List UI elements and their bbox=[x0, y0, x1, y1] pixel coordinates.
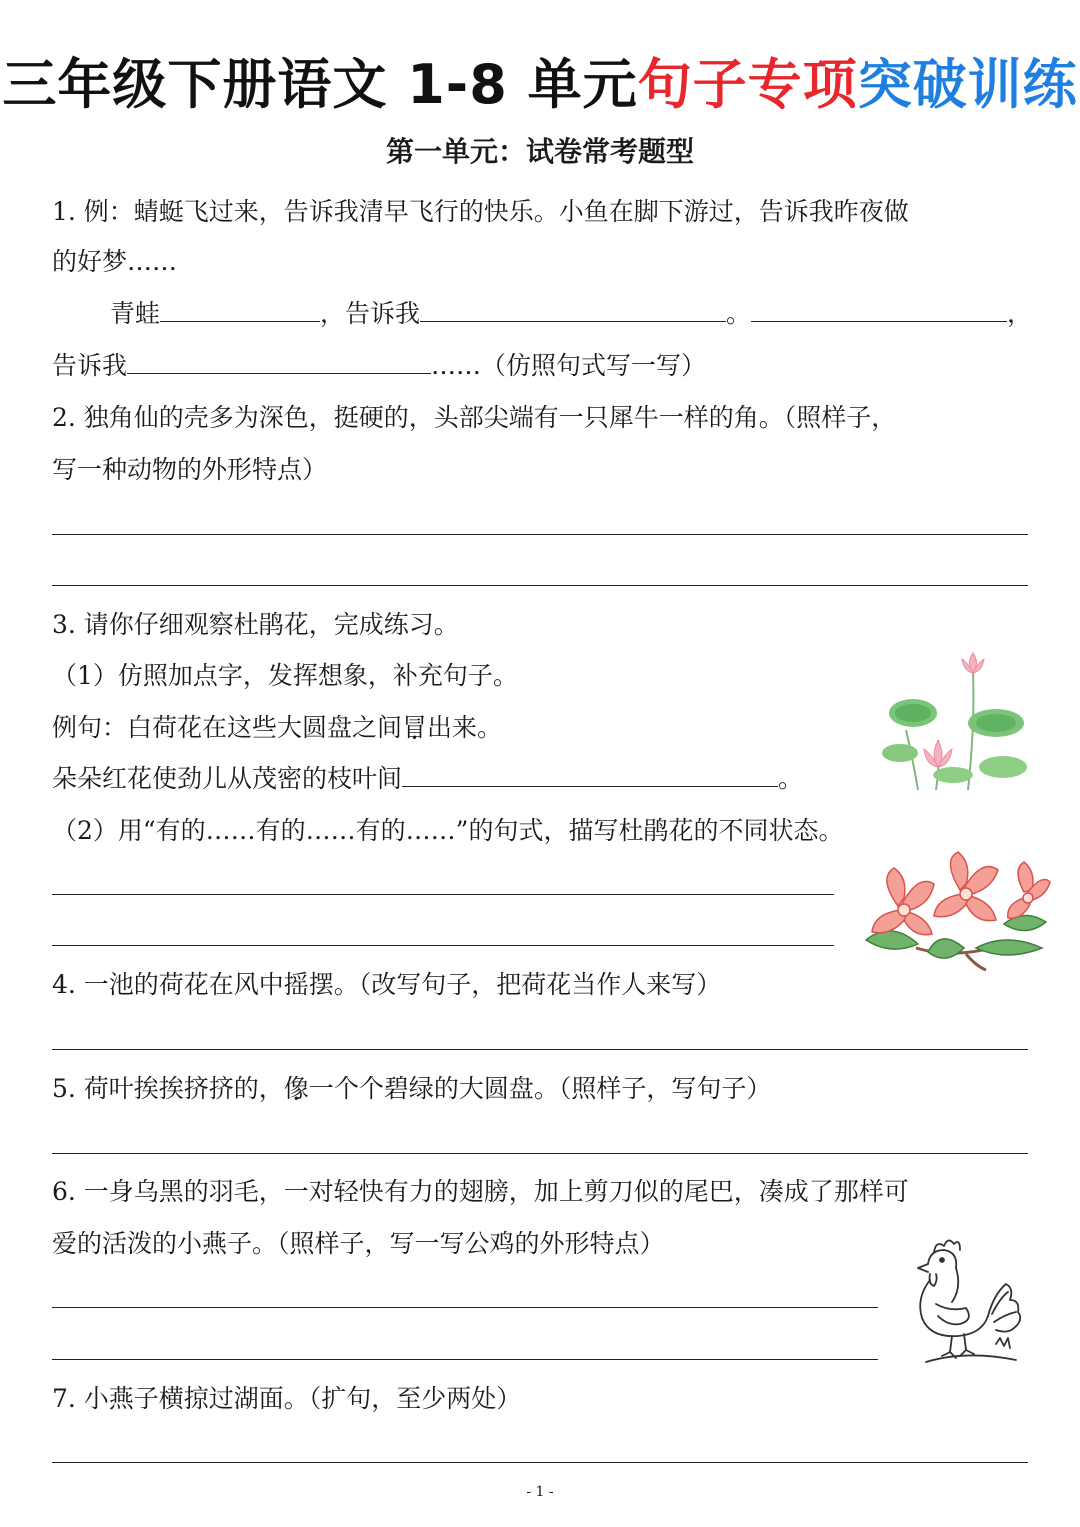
q1-blank-1[interactable] bbox=[160, 297, 320, 322]
q3-text-line1: 3. 请你仔细观察杜鹃花，完成练习。 bbox=[52, 610, 459, 639]
q1-text-line1: 1. 例：蜻蜓飞过来，告诉我清早飞行的快乐。小鱼在脚下游过，告诉我昨夜做 bbox=[52, 197, 909, 226]
q7-answer-line[interactable] bbox=[52, 1462, 1028, 1463]
q3-example bbox=[52, 710, 502, 746]
q3-blank-1[interactable] bbox=[402, 762, 778, 787]
q2-text-line1: 2. 独角仙的壳多为深色，挺硬的，头部尖端有一只犀牛一样的角。（照样子， bbox=[52, 403, 897, 432]
q6-text-line2: 爱的活泼的小燕子。（照样子，写一写公鸡的外形特点） bbox=[52, 1229, 665, 1258]
q1-blank-2[interactable] bbox=[420, 297, 726, 322]
title-part-1: 三年级下册语文 1-8 单元 bbox=[2, 53, 638, 116]
q1-fill-f: ……（仿照句式写一写） bbox=[431, 351, 707, 380]
azalea-illustration bbox=[856, 848, 1052, 972]
rooster-illustration bbox=[896, 1234, 1028, 1366]
q2-answer-line-1[interactable] bbox=[52, 534, 1028, 535]
q2-answer-line-2[interactable] bbox=[52, 585, 1028, 586]
q1-blank-4[interactable] bbox=[127, 349, 431, 374]
page-title bbox=[0, 52, 1080, 118]
q6-text-line1: 6. 一身乌黑的羽毛，一对轻快有力的翅膀，加上剪刀似的尾巴，凑成了那样可 bbox=[52, 1177, 909, 1206]
q1-text-line2: 的好梦…… bbox=[52, 247, 178, 276]
q5-part-b: 一个个碧绿的大圆盘。（照样子，写句子） bbox=[308, 1074, 772, 1103]
q7-text-line1: 7. 小燕子横掠过湖面。（扩句，至少两处） bbox=[52, 1384, 522, 1413]
q3-example-dotted-char: 冒 bbox=[402, 713, 428, 742]
q3-example-b: 出来。 bbox=[427, 713, 503, 742]
q5-part-a: 5. 荷叶挨挨挤挤的， bbox=[52, 1074, 284, 1103]
q3-fill-b: 。 bbox=[778, 764, 804, 793]
q4-text-line1: 4. 一池的荷花在风中摇摆。（改写句子，把荷花当作人来写） bbox=[52, 970, 722, 999]
q1-fill-b: ，告诉我 bbox=[320, 299, 421, 328]
q3-sub1: （1）仿照加点字，发挥想象，补充句子。 bbox=[52, 661, 518, 690]
lotus-illustration bbox=[878, 645, 1028, 795]
title-part-3: 突破训练 bbox=[857, 53, 1078, 116]
q4-answer-line[interactable] bbox=[52, 1049, 1028, 1050]
page-number: - 1 - bbox=[526, 1484, 554, 1500]
q6-answer-line-1[interactable] bbox=[52, 1307, 878, 1308]
q2-text-line2: 写一种动物的外形特点） bbox=[52, 455, 328, 484]
q5-dotted-char: 像 bbox=[283, 1074, 309, 1103]
q6-answer-line-2[interactable] bbox=[52, 1359, 878, 1360]
q3-fill-row bbox=[52, 761, 803, 797]
q3-answer-line-2[interactable] bbox=[52, 945, 834, 946]
unit-subtitle: 第一单元：试卷常考题型 bbox=[385, 135, 694, 168]
q1-blank-3[interactable] bbox=[751, 297, 1007, 322]
q1-fill-row1 bbox=[110, 296, 1032, 332]
q1-fill-row2 bbox=[52, 348, 706, 384]
q3-answer-line-1[interactable] bbox=[52, 894, 834, 895]
q3-sub2: （2）用“有的……有的……有的……”的句式，描写杜鹃花的不同状态。 bbox=[52, 816, 844, 845]
q3-fill-a: 朵朵红花使劲儿从茂密的枝叶间 bbox=[52, 764, 403, 793]
q5-text-line1 bbox=[52, 1071, 771, 1107]
q1-fill-e: 告诉我 bbox=[52, 351, 128, 380]
title-part-2: 句子专项 bbox=[637, 53, 858, 116]
q1-fill-a: 青蛙 bbox=[110, 299, 161, 328]
q1-fill-d: ， bbox=[1007, 299, 1033, 328]
q3-example-a: 例句：白荷花在这些大圆盘之间 bbox=[52, 713, 403, 742]
q1-fill-c: 。 bbox=[726, 299, 752, 328]
q5-answer-line[interactable] bbox=[52, 1153, 1028, 1154]
